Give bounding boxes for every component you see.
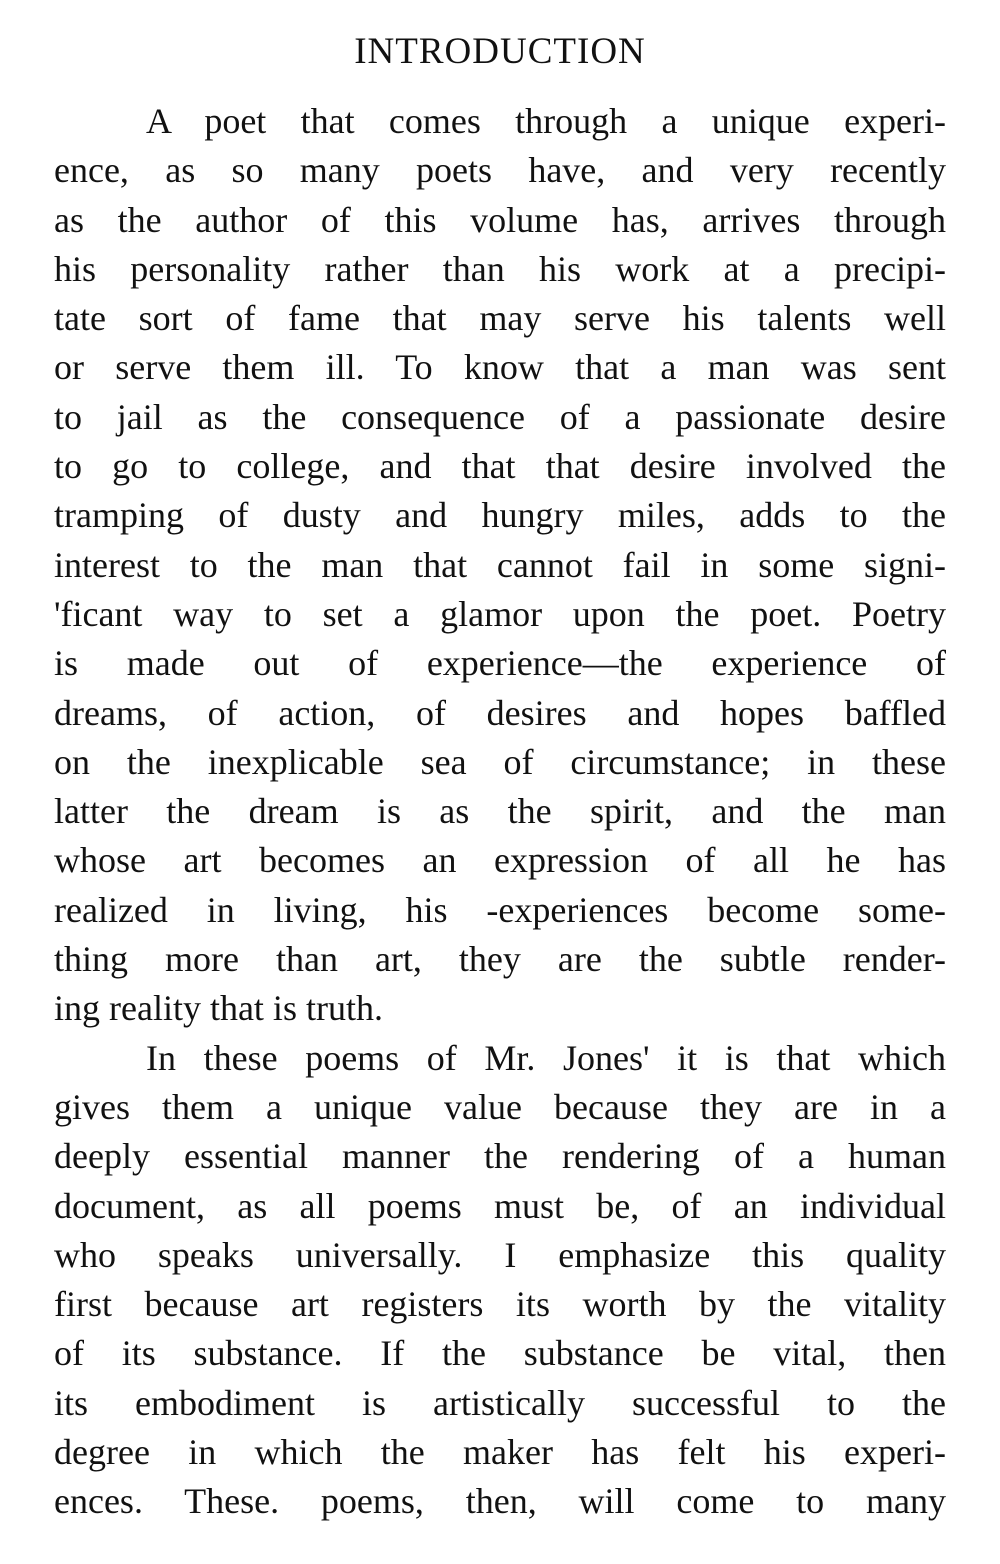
text-line: or serve them ill. To know that a man was sent [54,347,946,388]
text-line: realized in living, his -experiences become some- [54,889,946,930]
text-line: ences. These. poems, then, will come to many [54,1481,946,1522]
text-line: latter the dream is as the spirit, and the man [54,791,946,832]
text-line: interest to the man that cannot fail in some signi- [54,544,946,585]
text-line: gives them a unique value because they are in a [54,1086,946,1127]
text-line: ing reality that is truth. [54,988,383,1029]
text-line: degree in which the maker has felt his experi- [54,1432,946,1473]
text-line: ence, as so many poets have, and very recently [54,150,946,191]
page-heading: INTRODUCTION [354,31,646,72]
text-line: 'ficant way to set a glamor upon the poet. Poetry [54,593,946,634]
text-line: who speaks universally. I emphasize this quality [54,1234,946,1275]
text-line: is made out of experience—the experience of [54,643,946,684]
text-line: dreams, of action, of desires and hopes baffled [54,692,946,733]
text-line: on the inexplicable sea of circumstance; in these [54,741,946,782]
text-line: his personality rather than his work at a precipi- [54,248,946,289]
text-line: as the author of this volume has, arrives through [54,199,946,240]
text-line: In these poems of Mr. Jones' it is that which [146,1037,946,1078]
text-line: to go to college, and that that desire involved the [54,446,946,487]
text-line: document, as all poems must be, of an individual [54,1185,946,1226]
text-line: deeply essential manner the rendering of a human [54,1136,946,1177]
body-text [54,97,946,1527]
text-line: its embodiment is artistically successful to the [54,1382,946,1423]
text-line: whose art becomes an expression of all he has [54,840,946,881]
text-line: to jail as the consequence of a passionate desire [54,396,946,437]
text-line: A poet that comes through a unique experi- [146,101,946,141]
text-line: tramping of dusty and hungry miles, adds to the [54,495,946,536]
text-line: first because art registers its worth by the vitality [54,1284,946,1325]
text-line: of its substance. If the substance be vital, then [54,1333,946,1374]
text-line: tate sort of fame that may serve his talents well [54,298,946,339]
text-line: thing more than art, they are the subtle render- [54,939,946,980]
